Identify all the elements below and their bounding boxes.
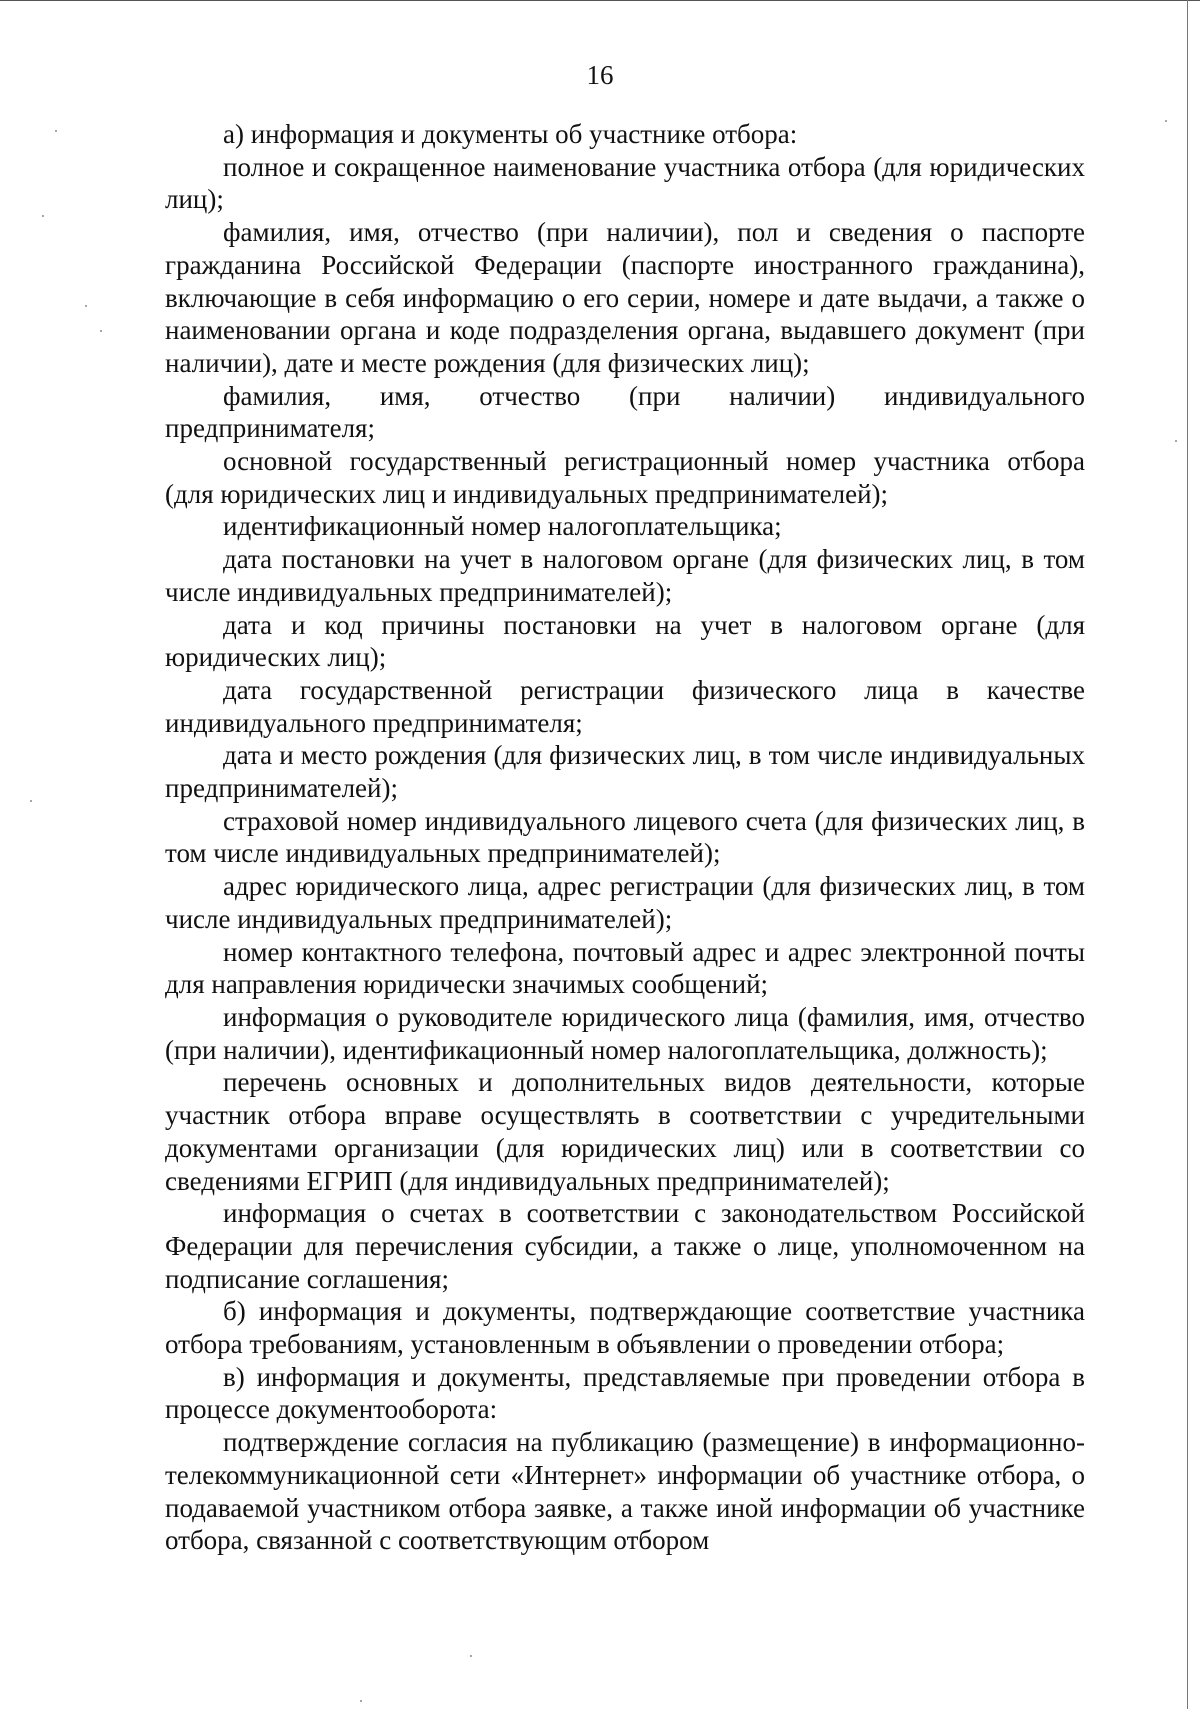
paragraph-accounts: информация о счетах в соответствии с законодательством Российской Федерации для перечисления субсидии, а также о лице, уполномоченном на подписание соглашения; xyxy=(165,1198,1085,1294)
paragraph-snils: страховой номер индивидуального лицевого счета (для физических лиц, в том числе индивидуальных предпринимателей); xyxy=(165,805,1085,869)
paragraph-ogrn: основной государственный регистрационный номер участника отбора (для юридических лиц и индивидуальных предпринимателей); xyxy=(165,446,1085,509)
paragraph-entrepreneur-name: фамилия, имя, отчество (при наличии) индивидуального предпринимателя; xyxy=(165,380,1085,444)
paragraph-birth-date-place: дата и место рождения (для физических лиц, в том числе индивидуальных предпринимателей); xyxy=(165,740,1085,804)
scan-speck xyxy=(55,130,57,132)
paragraph-kpp: дата и код причины постановки на учет в налоговом органе (для юридических лиц); xyxy=(165,609,1085,673)
scan-right-edge xyxy=(1187,0,1200,1709)
paragraph-state-registration-date: дата государственной регистрации физического лица в качестве индивидуального предпринимателя; xyxy=(165,674,1085,738)
scan-speck xyxy=(85,305,87,307)
paragraph-a-heading: а) информация и документы об участнике отбора: xyxy=(223,119,798,149)
paragraph-publication-consent: подтверждение согласия на публикацию (размещение) в информационно-телекоммуникационной сети «Интернет» информации об участнике отбора, о подаваемой участником отбора заявке, а также иной информации об участнике отбора, связанной с соответствующим отбором xyxy=(165,1427,1085,1556)
paragraph-head-info: информация о руководителе юридического лица (фамилия, имя, отчество (при наличии), идентификационный номер налогоплательщика, должность); xyxy=(165,1001,1085,1065)
scan-speck xyxy=(100,330,102,332)
paragraph-passport-details: фамилия, имя, отчество (при наличии), пол и сведения о паспорте гражданина Российской Федерации (паспорте иностранного гражданина), включающие в себя информацию о его серии, номере и дате выдачи, а также о наименовании органа и коде подразделения органа, выдавшего документ (при наличии), дате и месте рождения (для физических лиц); xyxy=(165,217,1085,378)
page-number: 16 xyxy=(586,60,614,90)
scan-speck xyxy=(360,1700,362,1702)
scan-speck xyxy=(42,215,44,217)
scan-speck xyxy=(1165,120,1167,122)
paragraph-activities: перечень основных и дополнительных видов деятельности, которые участник отбора вправе осуществлять в соответствии с учредительными документами организации (для юридических лиц) или в соответствии со сведениями ЕГРИП (для индивидуальных предпринимателей); xyxy=(165,1067,1085,1196)
scan-speck xyxy=(470,1655,472,1657)
scan-top-edge xyxy=(0,0,1200,6)
paragraph-inn: идентификационный номер налогоплательщика; xyxy=(223,511,782,542)
paragraph-full-name: полное и сокращенное наименование участника отбора (для юридических лиц); xyxy=(165,151,1085,215)
paragraph-tax-registration-date: дата постановки на учет в налоговом органе (для физических лиц, в том числе индивидуальных предпринимателей); xyxy=(165,544,1085,607)
paragraph-contacts: номер контактного телефона, почтовый адрес и адрес электронной почты для направления юридически значимых сообщений; xyxy=(165,936,1085,1000)
paragraph-v-workflow: в) информация и документы, представляемые при проведении отбора в процессе документооборота: xyxy=(165,1361,1085,1425)
scan-speck xyxy=(1175,440,1177,442)
paragraph-address: адрес юридического лица, адрес регистрации (для физических лиц, в том числе индивидуальных предпринимателей); xyxy=(165,871,1085,934)
paragraph-b-compliance: б) информация и документы, подтверждающие соответствие участника отбора требованиям, установленным в объявлении о проведении отбора; xyxy=(165,1296,1085,1360)
scan-speck xyxy=(30,800,32,802)
document-body xyxy=(165,118,1085,1557)
